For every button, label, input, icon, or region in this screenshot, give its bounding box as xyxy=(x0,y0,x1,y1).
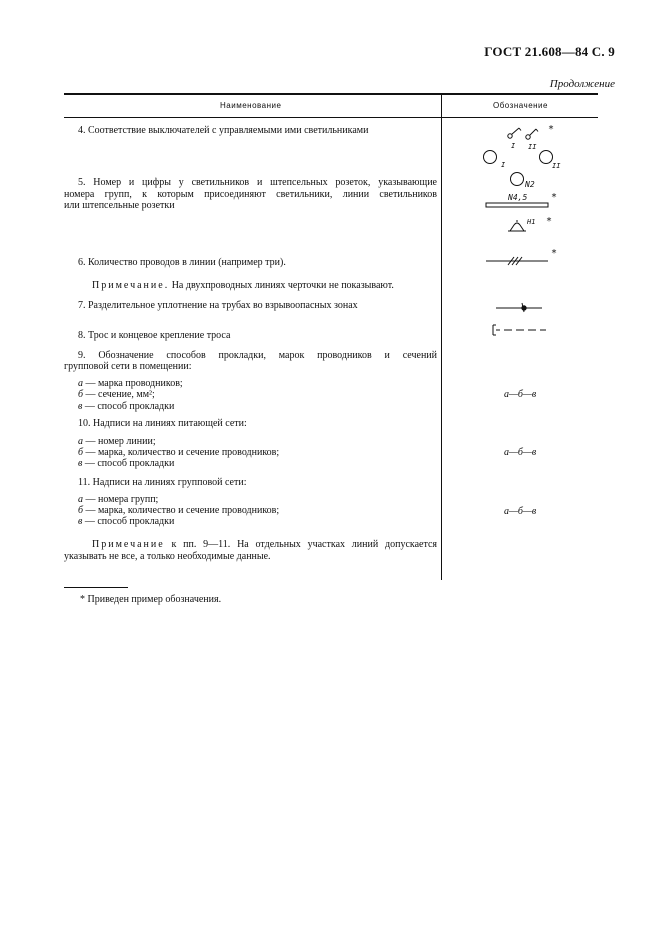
continuation-label: Продолжение xyxy=(549,78,615,90)
asterisk-mark: * xyxy=(551,248,558,259)
table-header-rule xyxy=(64,117,598,118)
designation-code-row-9: а—б—в xyxy=(504,389,537,400)
item-key: в xyxy=(78,458,83,469)
item-key: а xyxy=(78,378,83,389)
note-9-11-line-2: указывать не все, а только необходимые данные. xyxy=(64,551,271,562)
separating-seal-symbol xyxy=(494,300,546,314)
note-text: На двухпроводных линиях черточки не показывают. xyxy=(169,280,394,291)
designation-code-row-11: а—б—в xyxy=(504,506,537,517)
row-9-line-2: групповой сети в помещении: xyxy=(64,361,192,372)
table-top-rule xyxy=(64,93,598,95)
row-6-text: 6. Количество проводов в линии (например три). xyxy=(78,257,286,268)
note-9-11-line-1 xyxy=(92,539,437,551)
luminaire-2-icon xyxy=(540,151,553,164)
item-text: — номер линии; xyxy=(83,436,156,447)
row-9-line-1: 9. Обозначение способов прокладки, марок проводников и сечений xyxy=(78,350,437,361)
row-5-line-2: номера групп, к которым присоединяют светильники, линии светильников xyxy=(64,189,437,200)
table-column-divider xyxy=(441,94,442,580)
row-10-text: 10. Надписи на линиях питающей сети: xyxy=(78,418,247,429)
column-header-designation: Обозначение xyxy=(493,101,548,110)
group-number-symbol xyxy=(480,165,564,237)
cable-fastening-symbol xyxy=(490,323,550,337)
item-key: б xyxy=(78,389,84,400)
item-text: — марка, количество и сечение проводников; xyxy=(83,447,280,458)
item-key: а xyxy=(78,436,83,447)
item-text: — номера групп; xyxy=(83,494,159,505)
column-header-name: Наименование xyxy=(220,101,282,110)
row-4-text: 4. Соответствие выключателей с управляемыми ими светильниками xyxy=(78,125,369,136)
roman-label-1-luminaire: I xyxy=(501,161,506,169)
three-wire-line-symbol xyxy=(484,247,564,267)
label-n45: N4,5 xyxy=(508,193,528,202)
label-h1: H1 xyxy=(527,218,536,226)
item-key: б xyxy=(78,447,84,458)
item-key: в xyxy=(78,516,83,527)
row-5-line-1: 5. Номер и цифры у светильников и штепсельных розеток, указывающие xyxy=(78,177,437,188)
item-key: в xyxy=(78,401,83,412)
row-9-item-a xyxy=(78,378,183,390)
item-text: — сечение, мм²; xyxy=(83,389,155,400)
item-text: — способ прокладки xyxy=(82,401,175,412)
row-8-text: 8. Трос и концевое крепление троса xyxy=(78,330,231,341)
row-11-item-a xyxy=(78,494,158,506)
luminaire-icon xyxy=(511,173,524,186)
row-5-line-3: или штепсельные розетки xyxy=(64,200,175,211)
lamp-icon xyxy=(510,223,524,231)
roman-label-2: II xyxy=(528,143,537,151)
row-10-item-v xyxy=(78,458,174,470)
roman-label-1: I xyxy=(511,142,516,150)
row-9-item-v xyxy=(78,401,174,413)
note-label: Примечание. xyxy=(92,280,170,291)
row-10-item-b xyxy=(78,447,279,459)
row-10-item-a xyxy=(78,436,156,448)
item-key: б xyxy=(78,505,84,516)
designation-code-row-10: а—б—в xyxy=(504,447,537,458)
row-7-text: 7. Разделительное уплотнение на трубах во взрывоопасных зонах xyxy=(78,300,358,311)
footnote-text: * Приведен пример обозначения. xyxy=(80,594,222,605)
item-text: — способ прокладки xyxy=(82,516,175,527)
asterisk-mark: * xyxy=(551,192,558,203)
row-11-item-b xyxy=(78,505,279,517)
item-text: — марка проводников; xyxy=(83,378,183,389)
item-text: — способ прокладки xyxy=(82,458,175,469)
row-6-note xyxy=(92,280,394,292)
roman-label-2-luminaire: II xyxy=(552,162,561,170)
row-9-item-b xyxy=(78,389,155,401)
note-label: Примечание xyxy=(92,539,165,550)
asterisk-mark: * xyxy=(548,124,555,135)
note-text: к пп. 9—11. На отдельных участках линий допускается xyxy=(164,539,437,550)
row-11-text: 11. Надписи на линиях групповой сети: xyxy=(78,477,247,488)
luminaire-1-icon xyxy=(484,151,497,164)
row-11-item-v xyxy=(78,516,174,528)
group-line-icon xyxy=(486,203,548,207)
asterisk-mark: * xyxy=(546,216,553,227)
item-key: а xyxy=(78,494,83,505)
footnote-rule xyxy=(64,587,128,588)
document-reference: ГОСТ 21.608—84 С. 9 xyxy=(484,44,615,59)
label-n2: N2 xyxy=(525,180,535,189)
item-text: — марка, количество и сечение проводников; xyxy=(83,505,280,516)
